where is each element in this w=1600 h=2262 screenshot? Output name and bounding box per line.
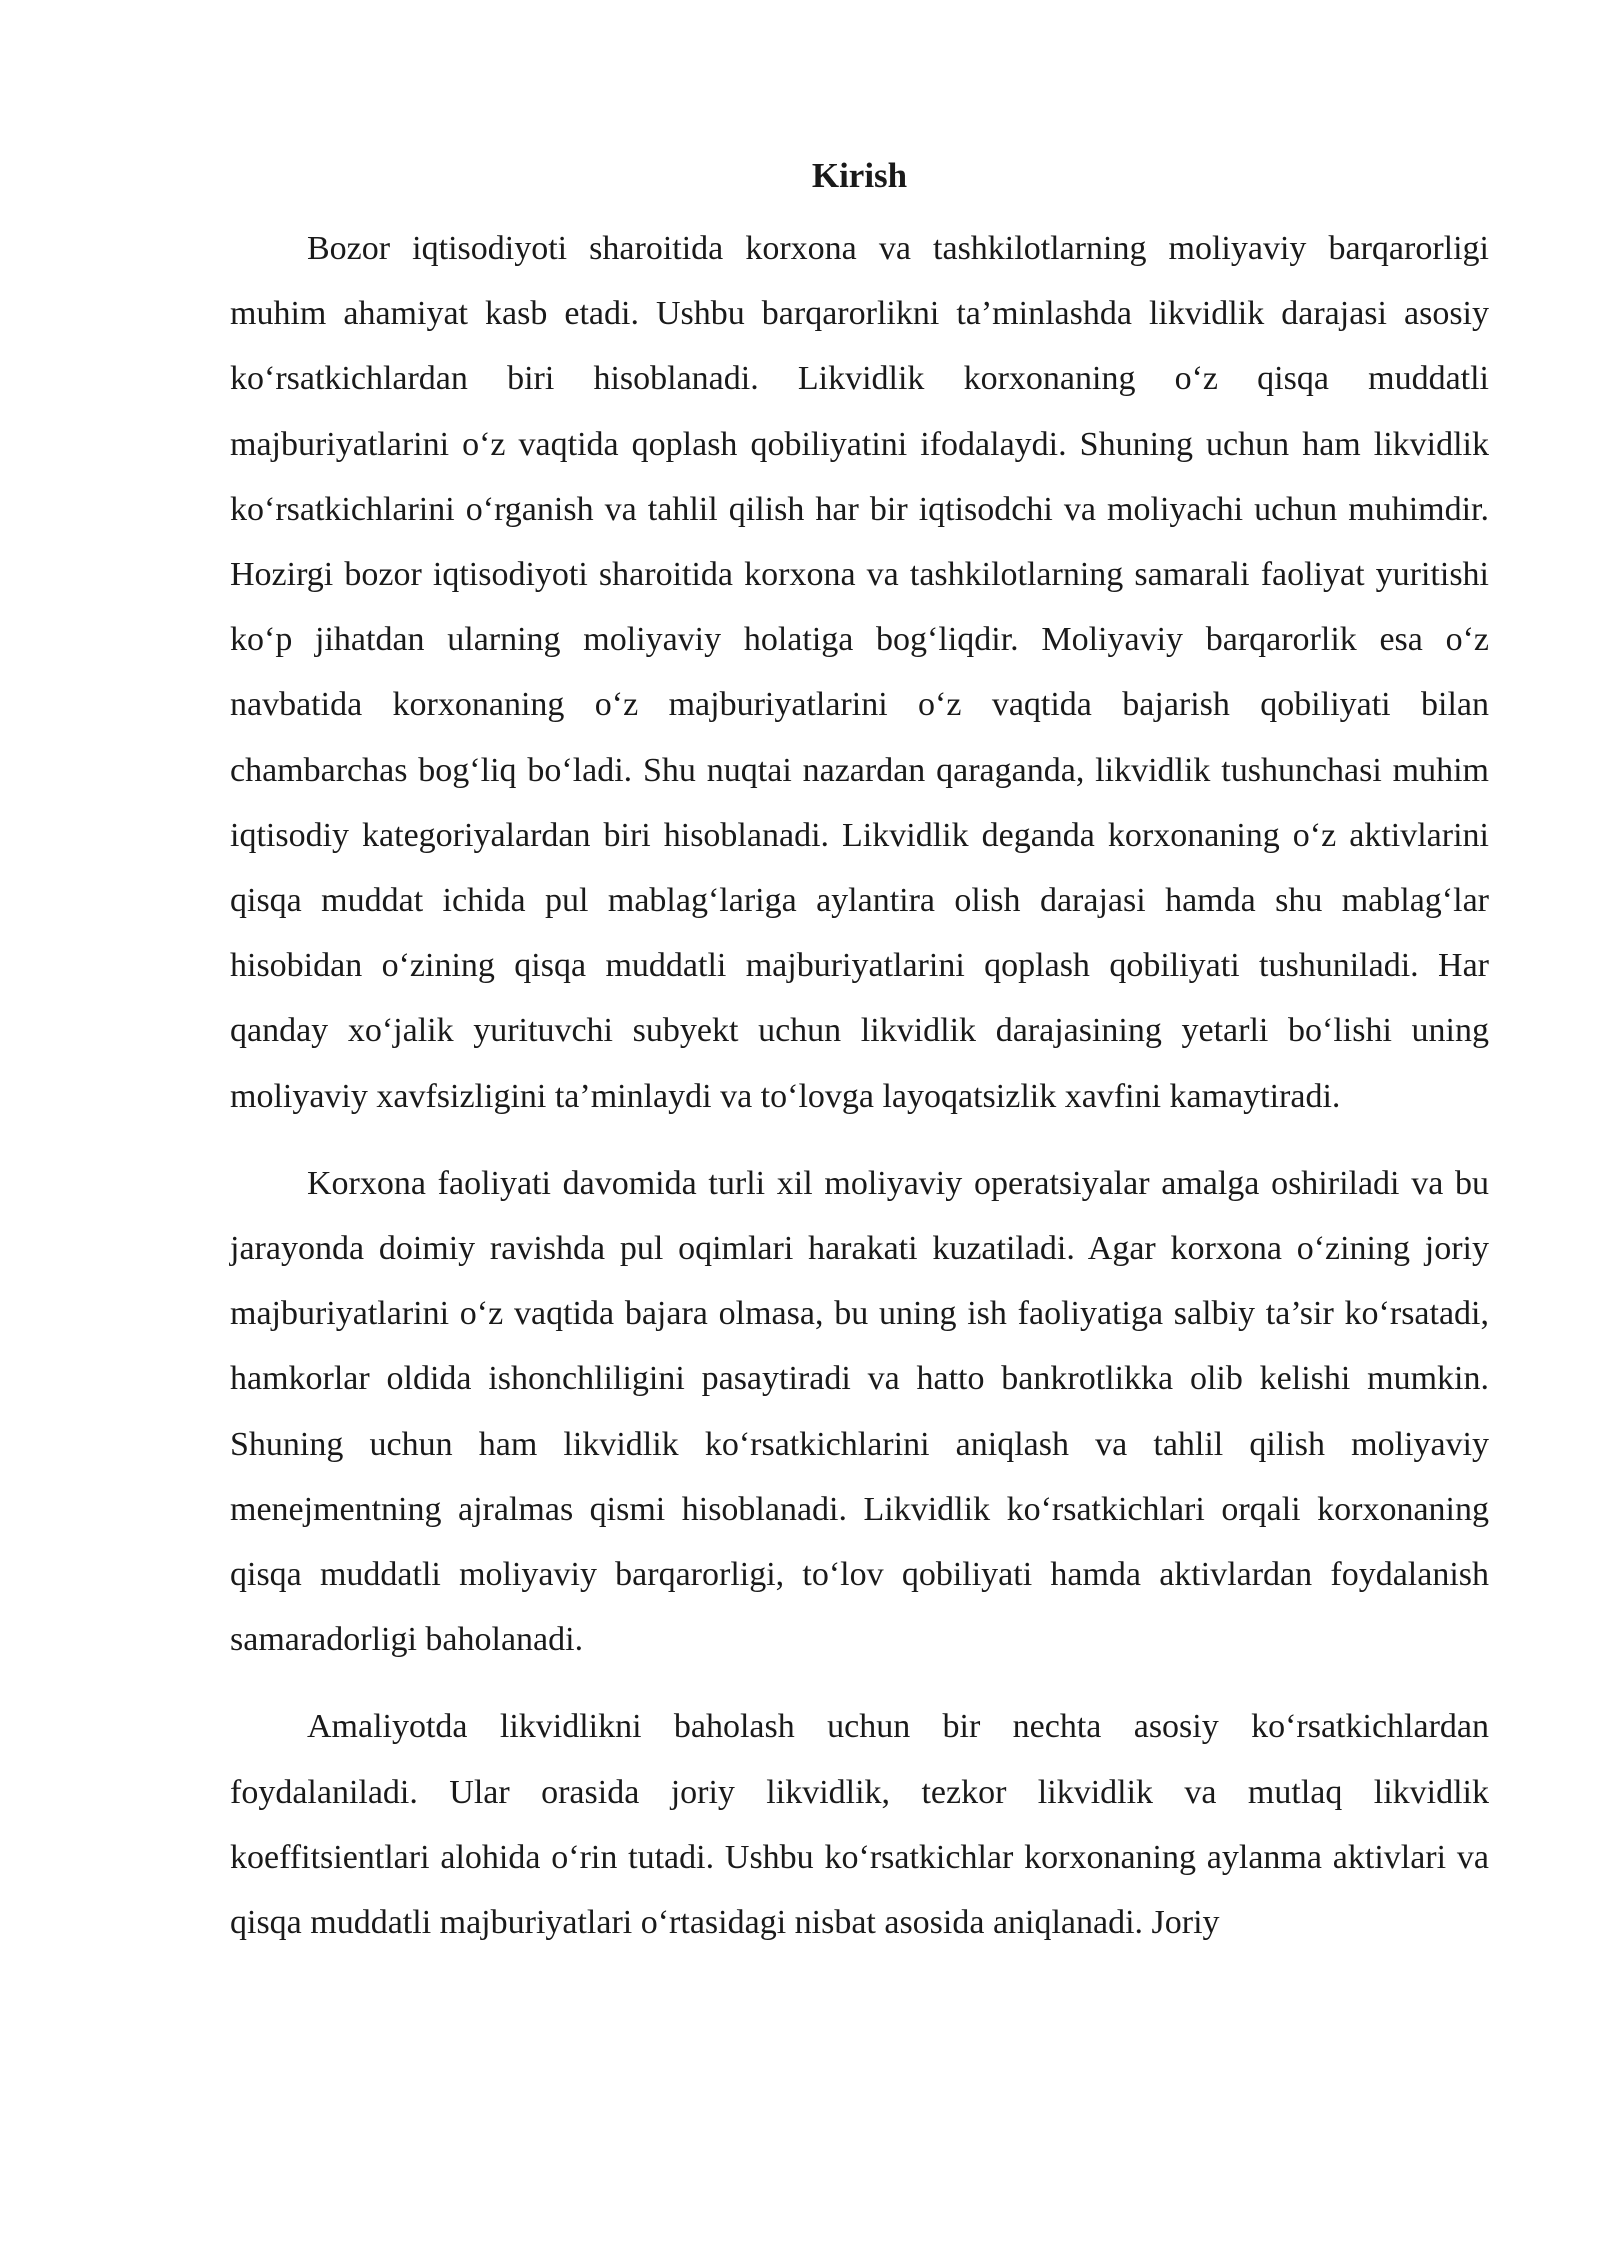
paragraph-1: Bozor iqtisodiyoti sharoitida korxona va tashkilotlarning moliyaviy barqarorligi muhim ahamiyat kasb etadi. Ushbu barqarorlikni ta’minlashda likvidlik darajasi asosiy ko‘rsatkichlardan biri hisoblanadi. Likvidlik korxonaning o‘z qisqa muddatli majburiyatlarini o‘z vaqtida qoplash qobiliyatini ifodalaydi. Shuning uchun ham likvidlik ko‘rsatkichlarini o‘rganish va tahlil qilish har bir iqtisodchi va moliyachi uchun muhimdir. Hozirgi bozor iqtisodiyoti sharoitida korxona va tashkilotlarning samarali faoliyat yuritishi ko‘p jihatdan ularning moliyaviy holatiga bog‘liqdir. Moliyaviy barqarorlik esa o‘z navbatida korxonaning o‘z majburiyatlarini o‘z vaqtida bajarish qobiliyati bilan chambarchas bog‘liq bo‘ladi. Shu nuqtai nazardan qaraganda, likvidlik tushunchasi muhim iqtisodiy kategoriyalardan biri hisoblanadi. Likvidlik deganda korxonaning o‘z aktivlarini qisqa muddat ichida pul mablag‘lariga aylantira olish darajasi hamda shu mablag‘lar hisobidan o‘zining qisqa muddatli majburiyatlarini qoplash qobiliyati tushuniladi. Har qanday xo‘jalik yurituvchi subyekt uchun likvidlik darajasining yetarli bo‘lishi uning moliyaviy xavfsizligini ta’minlaydi va to‘lovga layoqatsizlik xavfini kamaytiradi.	[230, 230, 1489, 1115]
paragraph-2: Korxona faoliyati davomida turli xil moliyaviy operatsiyalar amalga oshiriladi va bu jarayonda doimiy ravishda pul oqimlari harakati kuzatiladi. Agar korxona o‘zining joriy majburiyatlarini o‘z vaqtida bajara olmasa, bu uning ish faoliyatiga salbiy ta’sir ko‘rsatadi, hamkorlar oldida ishonchliligini pasaytiradi va hatto bankrotlikka olib kelishi mumkin. Shuning uchun ham likvidlik ko‘rsatkichlarini aniqlash va tahlil qilish moliyaviy menejmentning ajralmas qismi hisoblanadi. Likvidlik ko‘rsatkichlari orqali korxonaning qisqa muddatli moliyaviy barqarorligi, to‘lov qobiliyati hamda aktivlardan foydalanish samaradorligi baholanadi.	[230, 1164, 1489, 1659]
document-title: Kirish	[811, 156, 908, 195]
paragraph-3: Amaliyotda likvidlikni baholash uchun bir nechta asosiy ko‘rsatkichlardan foydalaniladi. Ular orasida joriy likvidlik, tezkor likvidlik va mutlaq likvidlik koeffitsientlari alohida o‘rin tutadi. Ushbu ko‘rsatkichlar korxonaning aylanma aktivlari va qisqa muddatli majburiyatlari o‘rtasidagi nisbat asosida aniqlanadi. Joriy	[230, 1708, 1489, 1942]
document-body	[230, 150, 1489, 1977]
